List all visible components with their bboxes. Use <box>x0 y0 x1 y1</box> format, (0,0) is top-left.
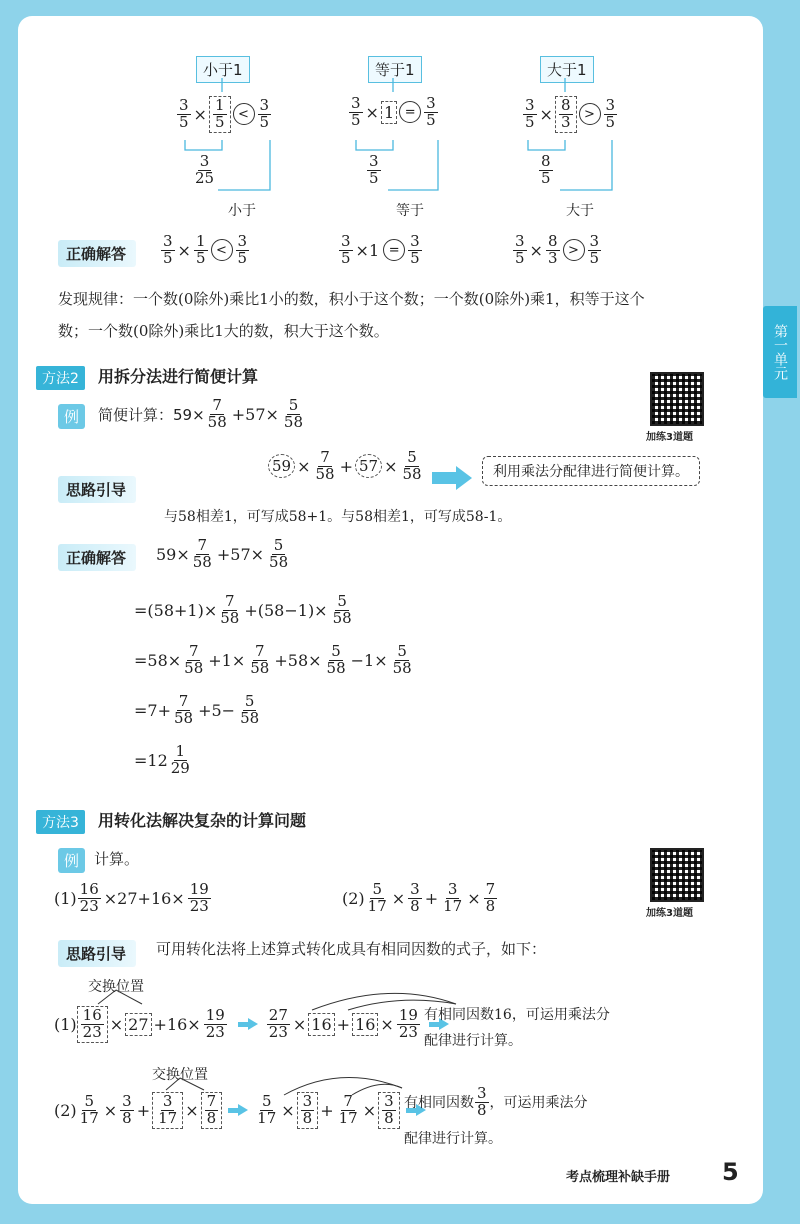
guide2-note: 与58相差1，可写成58+1。与58相差1，可写成58-1。 <box>164 509 512 525</box>
example3-problem-2: (2) $\frac{5}{17}$ × $\frac{3}{8}$ + $\frac{3}{17}$ × $\frac{7}{8}$ <box>342 880 496 915</box>
page-number: 5 <box>722 1158 739 1186</box>
note1-line-2: 配律进行计算。 <box>424 1033 522 1049</box>
guide-box: 利用乘法分配律进行简便计算。 <box>482 456 700 486</box>
answer2-step-2: =(58+1)× $\frac{7}{58}$ +(58−1)× $\frac{5}{58}$ <box>134 592 352 627</box>
compare-expr-3: $\frac{3}{5}$ × 8 3 > 3 5 <box>525 96 616 131</box>
guide3-text: 可用转化法将上述算式转化成具有相同因数的式子，如下： <box>156 940 547 958</box>
label-less-than-1: 小于1 <box>196 56 250 83</box>
footer-text: 考点梳理补缺手册 <box>566 1170 671 1185</box>
answer2-step-4: =7+ $\frac{7}{58}$ +5− $\frac{5}{58}$ <box>134 692 260 727</box>
rule-line-2: 数；一个数(0除外)乘比1大的数，积大于这个数。 <box>58 322 389 340</box>
guide3-expr-2: (2) $\frac{5}{17}$ × $\frac{3}{8}$ + 3 17 × 7 8 $\frac{5}{17}$ × 3 8 + $\frac{7}{17}$ × 3 8 <box>54 1092 426 1129</box>
label-equal-1: 等于1 <box>368 56 422 83</box>
unit-side-tab: 第一单元 <box>763 306 797 398</box>
compare-expr-2: $\frac{3}{5}$ × 1 = $\frac{3}{5}$ <box>351 94 436 129</box>
method3-title: 用转化法解决复杂的计算问题 <box>98 811 307 830</box>
correct-answer-label-1: 正确解答 <box>58 240 136 267</box>
example3-text: 计算。 <box>94 850 140 868</box>
answer2-step-1: 59× $\frac{7}{58}$ +57× $\frac{5}{58}$ <box>156 536 289 571</box>
swap-label-2: 交换位置 <box>152 1067 208 1083</box>
method3-tag: 方法3 <box>36 810 85 834</box>
result-1: $\frac{3}{25}$ <box>195 152 215 187</box>
big-arrow-icon <box>432 466 472 490</box>
answer1-expr-1: $\frac{3}{5}$ × $\frac{1}{5}$ < 3 5 <box>163 232 248 267</box>
answer2-step-5: = 12 1 29 <box>134 742 190 777</box>
below-label-1: 小于 <box>228 203 256 219</box>
guide-label-3: 思路引导 <box>58 940 136 967</box>
method2-title: 用拆分法进行简便计算 <box>98 367 259 386</box>
swap-label-1: 交换位置 <box>88 979 144 995</box>
label-greater-than-1: 大于1 <box>540 56 594 83</box>
answer1-expr-2: $\frac{3}{5}$ ×1 = $\frac{3}{5}$ <box>341 232 420 267</box>
note2-line-1: 有相同因数 3 8 ，可运用乘法分 <box>404 1084 588 1119</box>
guide-label-2: 思路引导 <box>58 476 136 503</box>
guide3-expr-1: (1) 16 23 × 27 +16× $\frac{19}{23}$ $\frac{27}{23}$ × 16 + 16 × $\frac{19}{23}$ <box>54 1006 449 1043</box>
example2-problem: 简便计算：59× $\frac{7}{58}$ +57× $\frac{5}{58}$ <box>98 396 304 431</box>
answer1-expr-3: $\frac{3}{5}$ × $\frac{8}{3}$ > 3 5 <box>515 232 600 267</box>
qr-label-2: 加练3道题 <box>646 908 693 919</box>
answer2-step-3: =58× $\frac{7}{58}$ +1× $\frac{7}{58}$ +58× $\frac{5}{58}$ −1× $\frac{5}{58}$ <box>134 642 412 677</box>
result-2: $\frac{3}{5}$ <box>369 152 379 187</box>
qr-code-1[interactable] <box>650 372 704 426</box>
example-tag-3: 例 <box>58 848 85 873</box>
compare-expr-1: $\frac{3}{5}$ × 1 5 < 3 5 <box>179 96 270 131</box>
below-label-3: 大于 <box>566 203 594 219</box>
result-3: $\frac{8}{5}$ <box>541 152 551 187</box>
qr-label-1: 加练3道题 <box>646 432 693 443</box>
rule-line-1: 发现规律：一个数(0除外)乘比1小的数，积小于这个数；一个数(0除外)乘1，积等于这个 <box>58 290 645 308</box>
correct-answer-label-2: 正确解答 <box>58 544 136 571</box>
note2-line-2: 配律进行计算。 <box>404 1131 502 1147</box>
note1-line-1: 有相同因数16，可运用乘法分 <box>424 1007 610 1023</box>
guide2-expr: 59 × $\frac{7}{58}$ + 57 × $\frac{5}{58}$ <box>268 450 425 483</box>
below-label-2: 等于 <box>396 203 424 219</box>
example-tag-2: 例 <box>58 404 85 429</box>
method2-tag: 方法2 <box>36 366 85 390</box>
qr-code-2[interactable] <box>650 848 704 902</box>
swap-connector-lines <box>0 960 800 1110</box>
example3-problem-1: (1) $\frac{16}{23}$ ×27+16× $\frac{19}{23}$ <box>54 880 209 915</box>
